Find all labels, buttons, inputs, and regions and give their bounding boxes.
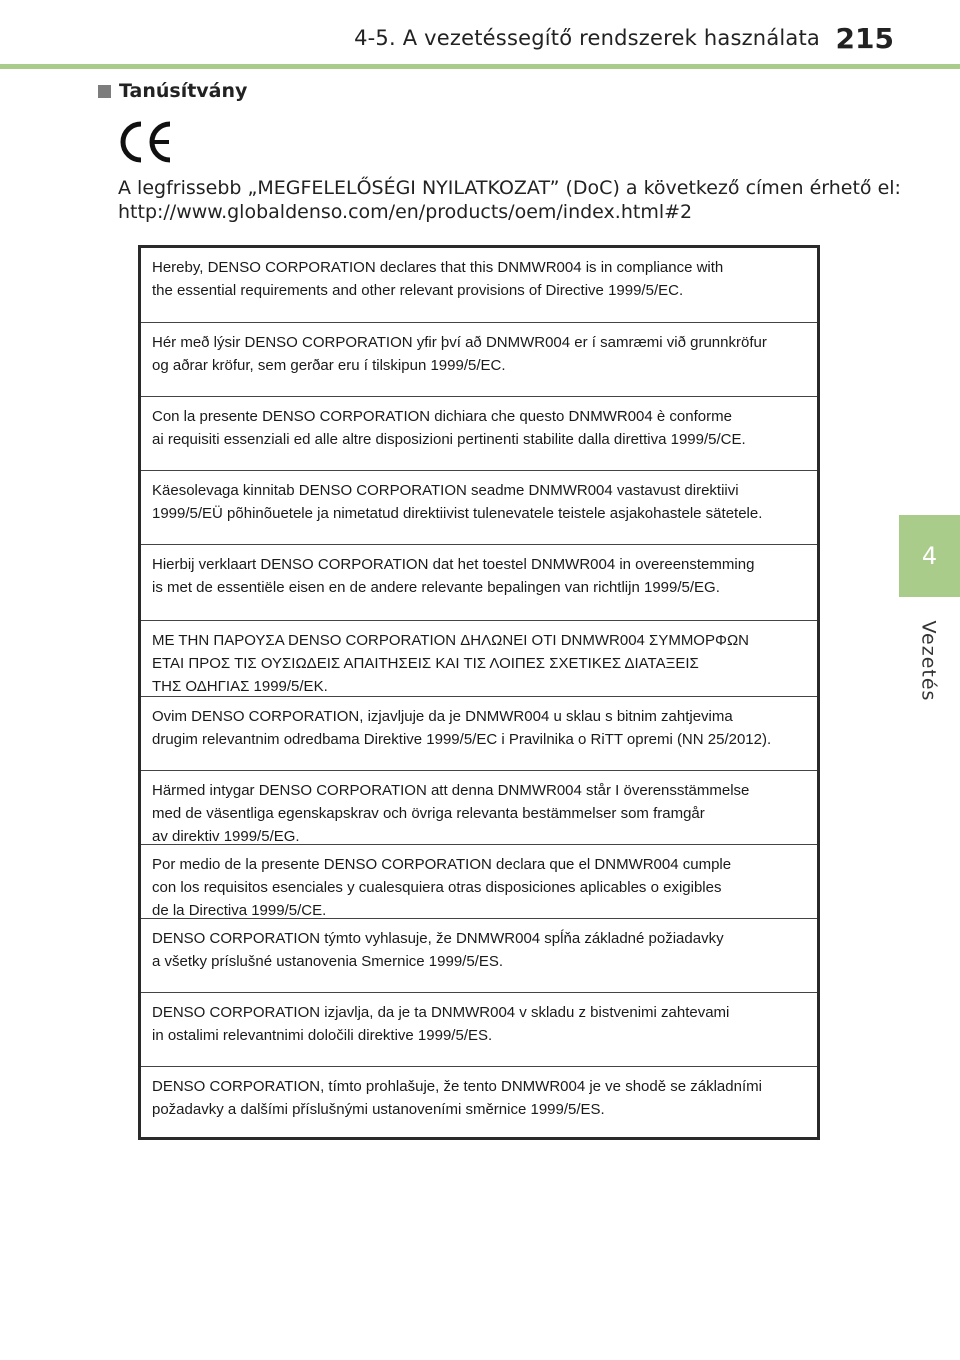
- declaration-line: Käesolevaga kinnitab DENSO CORPORATION seadme DNMWR004 vastavust direktiivi: [152, 482, 739, 499]
- chapter-label: [912, 606, 944, 716]
- declaration-line: 1999/5/EÜ põhinõuetele ja nimetatud direktiivist tulenevatele teistele asjakohastele sätetele.: [152, 505, 763, 522]
- declaration-line: med de väsentliga egenskapskrav och övriga relevanta bestämmelser som framgår: [152, 805, 705, 822]
- declaration-line: DENSO CORPORATION izjavlja, da je ta DNMWR004 v skladu z bistvenimi zahtevami: [152, 1004, 730, 1021]
- declaration-line: the essential requirements and other relevant provisions of Directive 1999/5/EC.: [152, 282, 684, 299]
- declaration-line: ΤΗΣ ΟΔΗΓΙΑΣ 1999/5/ΕΚ.: [152, 678, 328, 695]
- declaration-en: [141, 248, 817, 322]
- declaration-line: ai requisiti essenziali ed alle altre disposizioni pertinenti stabilite dalla direttiva 1999/5/CE.: [152, 431, 746, 448]
- declaration-sv: [141, 770, 817, 844]
- declaration-es: [141, 844, 817, 918]
- declaration-line: Hierbij verklaart DENSO CORPORATION dat het toestel DNMWR004 in overeenstemming: [152, 556, 755, 573]
- declaration-cs: [141, 1066, 817, 1140]
- declaration-it: [141, 396, 817, 470]
- declaration-sl: [141, 992, 817, 1066]
- header-divider: [0, 64, 960, 69]
- chapter-number: 4: [921, 542, 938, 570]
- declaration-line: požadavky a dalšími příslušnými ustanoveními směrnice 1999/5/ES.: [152, 1101, 605, 1118]
- bullet-square-icon: [98, 85, 111, 98]
- intro-paragraph: [118, 176, 901, 224]
- section-heading-text: Tanúsítvány: [119, 80, 248, 102]
- declarations-table: [138, 245, 820, 1140]
- declaration-line: og aðrar kröfur, sem gerðar eru í tilskipun 1999/5/EC.: [152, 357, 506, 374]
- declaration-line: DENSO CORPORATION, tímto prohlašuje, že tento DNMWR004 je ve shodě se základními: [152, 1078, 762, 1095]
- declaration-line: ΜΕ ΤΗΝ ΠΑΡΟΥΣΑ DENSO CORPORATION ΔΗΛΩΝΕΙ ΟΤΙ DNMWR004 ΣΥΜΜΟΡΦΩΝ: [152, 632, 749, 649]
- declaration-line: Por medio de la presente DENSO CORPORATION declara que el DNMWR004 cumple: [152, 856, 732, 873]
- chapter-tab[interactable]: [899, 515, 960, 597]
- declaration-line: Härmed intygar DENSO CORPORATION att denna DNMWR004 står I överensstämmelse: [152, 782, 750, 799]
- declaration-line: Con la presente DENSO CORPORATION dichiara che questo DNMWR004 è conforme: [152, 408, 732, 425]
- declaration-line: de la Directiva 1999/5/CE.: [152, 902, 327, 919]
- declaration-is: [141, 322, 817, 396]
- declaration-line: in ostalimi relevantnimi določili direktive 1999/5/ES.: [152, 1027, 493, 1044]
- declaration-line: drugim relevantnim odredbama Direktive 1999/5/EC i Pravilnika o RiTT opremi (NN 25/2012).: [152, 731, 772, 748]
- declaration-line: DENSO CORPORATION týmto vyhlasuje, že DNMWR004 spĺňa základné požiadavky: [152, 930, 724, 947]
- declaration-line: is met de essentiële eisen en de andere relevante bepalingen van richtlijn 1999/5/EG.: [152, 579, 720, 596]
- page-header-title: 4-5. A vezetéssegítő rendszerek használata: [354, 26, 820, 50]
- declaration-sk: [141, 918, 817, 992]
- page-number: 215: [835, 22, 894, 55]
- intro-line: A legfrissebb „MEGFELELŐSÉGI NYILATKOZAT” (DoC) a következő címen érhető el:: [118, 177, 901, 199]
- section-heading: [98, 80, 247, 102]
- declaration-line: ΕΤΑΙ ΠΡΟΣ ΤΙΣ ΟΥΣΙΩΔΕΙΣ ΑΠΑΙΤΗΣΕΙΣ ΚΑΙ ΤΙΣ ΛΟΙΠΕΣ ΣΧΕΤΙΚΕΣ ΔΙΑΤΑΞΕΙΣ: [152, 655, 699, 672]
- declaration-line: a všetky príslušné ustanovenia Smernice 1999/5/ES.: [152, 953, 504, 970]
- declaration-hr: [141, 696, 817, 770]
- declaration-line: Ovim DENSO CORPORATION, izjavljuje da je DNMWR004 u sklau s bitnim zahtjevima: [152, 708, 733, 725]
- declaration-line: con los requisitos esenciales y cualesquiera otras disposiciones aplicables o exigibles: [152, 879, 722, 896]
- declaration-et: [141, 470, 817, 544]
- declaration-line: Hér með lýsir DENSO CORPORATION yfir því að DNMWR004 er í samræmi við grunnkröfur: [152, 334, 767, 351]
- declaration-line: av direktiv 1999/5/EG.: [152, 828, 300, 845]
- chapter-label-text: Vezetés: [917, 620, 940, 702]
- declaration-nl: [141, 544, 817, 620]
- ce-mark-icon: [117, 121, 175, 163]
- declaration-line: Hereby, DENSO CORPORATION declares that this DNMWR004 is in compliance with: [152, 259, 724, 276]
- doc-url-link[interactable]: http://www.globaldenso.com/en/products/oem/index.html#2: [118, 201, 693, 223]
- declaration-el: [141, 620, 817, 696]
